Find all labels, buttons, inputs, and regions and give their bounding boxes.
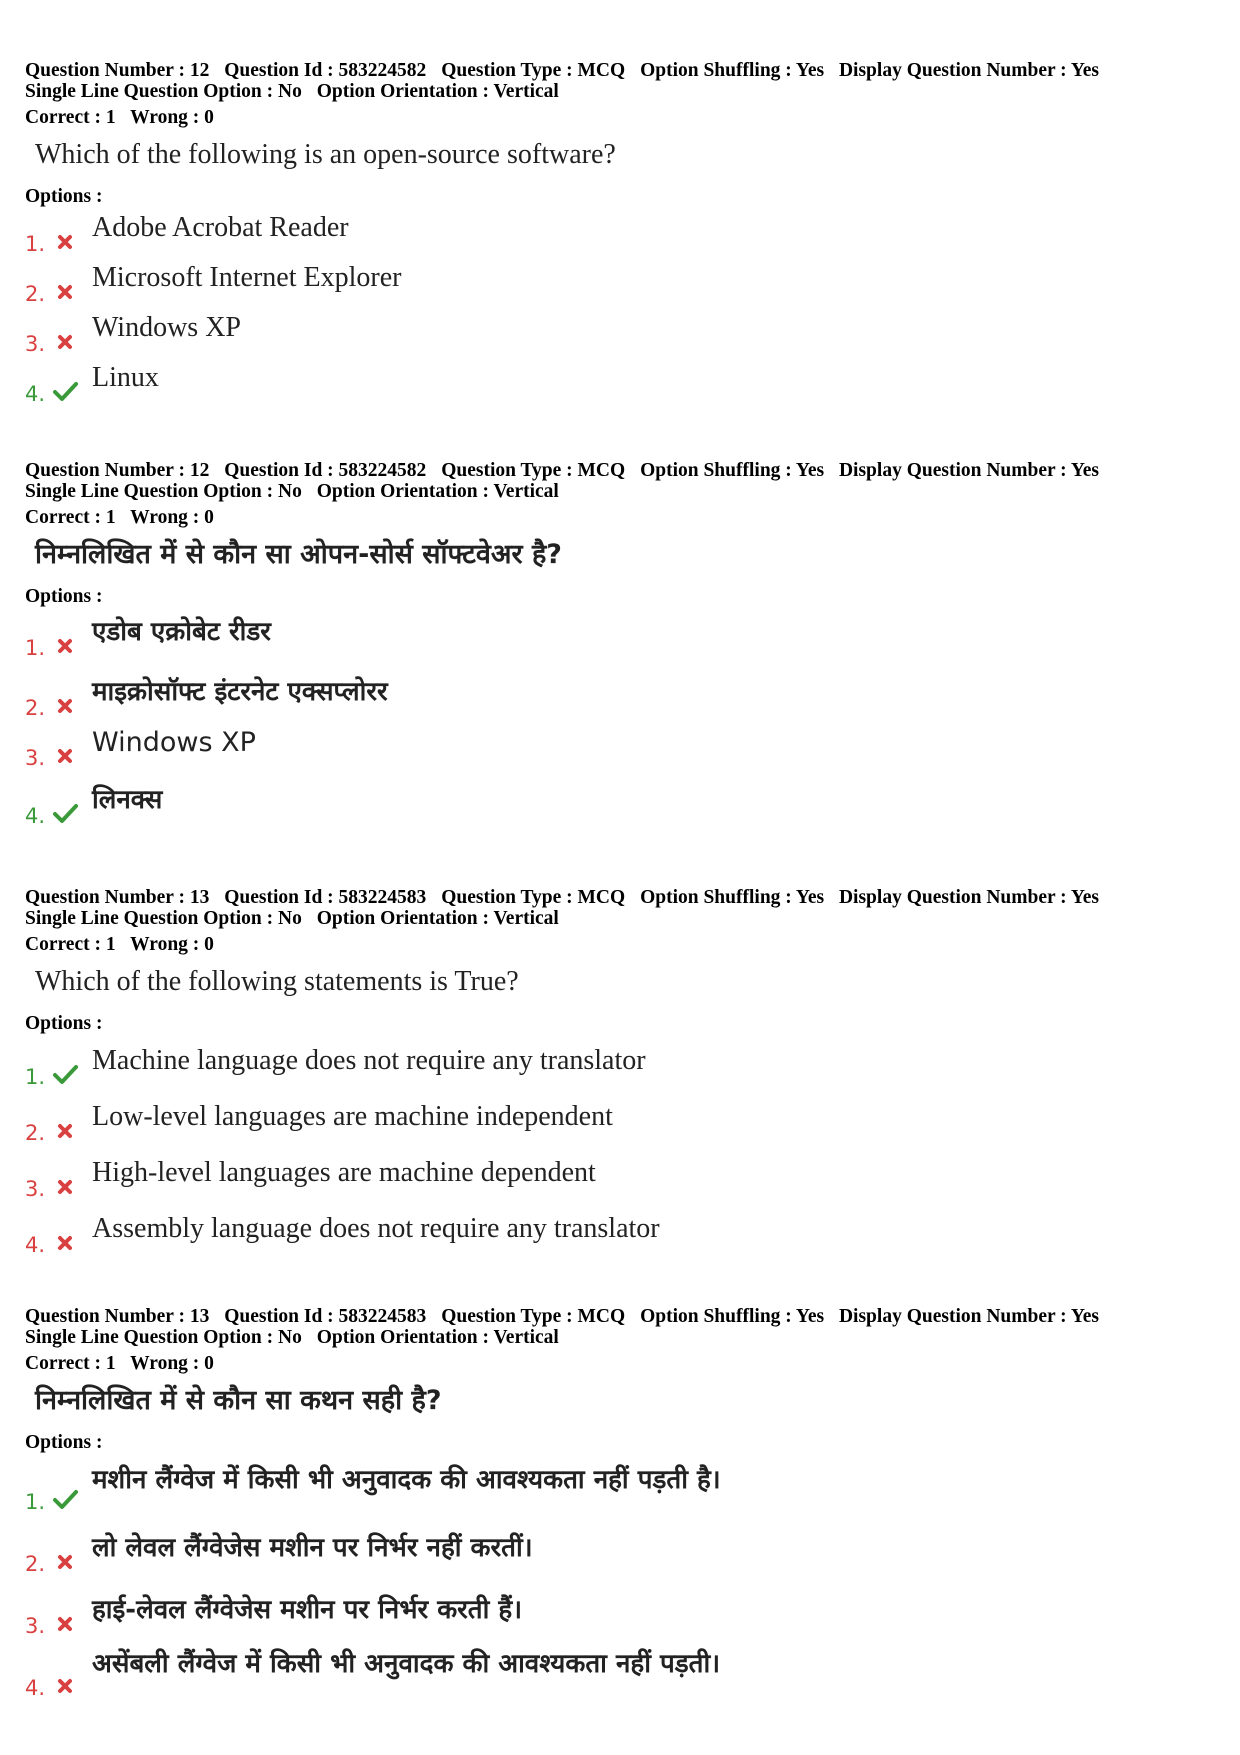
check-icon: [52, 1063, 78, 1085]
option-number: 4.: [25, 804, 46, 828]
option-item: [25, 308, 1215, 358]
marks-line: [25, 1352, 1215, 1376]
marks-line: [25, 106, 1215, 130]
wrong-marks: Wrong : 0: [130, 507, 214, 528]
cross-icon: [52, 330, 78, 352]
question-number: Question Number : 12: [25, 460, 210, 481]
option-item: [25, 662, 1215, 722]
question-type: Question Type : MCQ: [441, 887, 626, 908]
correct-marks: Correct : 1: [25, 934, 116, 955]
correct-marks: Correct : 1: [25, 507, 116, 528]
question-meta: [25, 887, 1215, 929]
question-text: निम्नलिखित में से कौन सा कथन सही है?: [35, 1385, 442, 1416]
option-shuffling: Option Shuffling : Yes: [640, 60, 825, 81]
display-question-number: Display Question Number : Yes: [838, 887, 1099, 908]
option-text: Microsoft Internet Explorer: [92, 262, 402, 293]
single-line-option: Single Line Question Option : No: [25, 1327, 302, 1348]
option-text: Linux: [92, 362, 159, 393]
option-shuffling: Option Shuffling : Yes: [640, 460, 825, 481]
option-text: लिनक्स: [92, 785, 163, 815]
wrong-marks: Wrong : 0: [130, 934, 214, 955]
question-id: Question Id : 583224582: [224, 60, 427, 81]
question-meta: [25, 60, 1215, 102]
option-number: 3.: [25, 1177, 46, 1201]
option-text: Windows XP: [92, 727, 256, 758]
option-text: Adobe Acrobat Reader: [92, 212, 349, 243]
question-type: Question Type : MCQ: [441, 60, 626, 81]
option-number: 1.: [25, 1490, 46, 1514]
option-item: [25, 722, 1215, 772]
question-id: Question Id : 583224583: [224, 1306, 427, 1327]
option-text: Windows XP: [92, 312, 241, 343]
option-item: [25, 1454, 1215, 1516]
option-number: 1.: [25, 232, 46, 256]
option-orientation: Option Orientation : Vertical: [316, 481, 559, 502]
option-text: असेंबली लैंग्वेज में किसी भी अनुवादक की आवश्यकता नहीं पड़ती।: [92, 1649, 721, 1679]
marks-line: [25, 506, 1215, 530]
option-item: [25, 608, 1215, 662]
option-number: 3.: [25, 1614, 46, 1638]
question-id: Question Id : 583224583: [224, 887, 427, 908]
options-label: Options :: [25, 1013, 103, 1034]
display-question-number: Display Question Number : Yes: [838, 1306, 1099, 1327]
option-shuffling: Option Shuffling : Yes: [640, 887, 825, 908]
cross-icon: [52, 230, 78, 252]
display-question-number: Display Question Number : Yes: [838, 60, 1099, 81]
options-label: Options :: [25, 186, 103, 207]
option-item: [25, 1578, 1215, 1640]
option-number: 4.: [25, 1233, 46, 1257]
cross-icon: [52, 1175, 78, 1197]
single-line-option: Single Line Question Option : No: [25, 908, 302, 929]
question-text: निम्नलिखित में से कौन सा ओपन-सोर्स सॉफ्टवेअर है?: [35, 539, 562, 570]
option-item: [25, 1091, 1215, 1147]
option-item: [25, 1035, 1215, 1091]
option-number: 4.: [25, 1676, 46, 1700]
question-block: [25, 60, 1215, 408]
option-text: एडोब एक्रोबेट रीडर: [92, 617, 271, 647]
option-shuffling: Option Shuffling : Yes: [640, 1306, 825, 1327]
option-number: 4.: [25, 382, 46, 406]
option-number: 2.: [25, 282, 46, 306]
question-text: Which of the following is an open-source software?: [35, 139, 616, 170]
single-line-option: Single Line Question Option : No: [25, 481, 302, 502]
question-number: Question Number : 12: [25, 60, 210, 81]
cross-icon: [52, 634, 78, 656]
display-question-number: Display Question Number : Yes: [838, 460, 1099, 481]
option-item: [25, 258, 1215, 308]
options-label: Options :: [25, 1432, 103, 1453]
option-text: मशीन लैंग्वेज में किसी भी अनुवादक की आवश्यकता नहीं पड़ती है।: [92, 1465, 721, 1495]
option-orientation: Option Orientation : Vertical: [316, 1327, 559, 1348]
option-number: 3.: [25, 332, 46, 356]
single-line-option: Single Line Question Option : No: [25, 81, 302, 102]
correct-marks: Correct : 1: [25, 107, 116, 128]
option-number: 2.: [25, 696, 46, 720]
option-number: 1.: [25, 636, 46, 660]
check-icon: [52, 1488, 78, 1510]
option-text: Assembly language does not require any translator: [92, 1213, 660, 1244]
check-icon: [52, 380, 78, 402]
option-item: [25, 1147, 1215, 1203]
question-block: [25, 1306, 1215, 1702]
cross-icon: [52, 744, 78, 766]
option-orientation: Option Orientation : Vertical: [316, 81, 559, 102]
option-number: 1.: [25, 1065, 46, 1089]
question-block: [25, 887, 1215, 1259]
question-number: Question Number : 13: [25, 887, 210, 908]
option-item: [25, 208, 1215, 258]
option-item: [25, 1203, 1215, 1259]
correct-marks: Correct : 1: [25, 1353, 116, 1374]
cross-icon: [52, 694, 78, 716]
option-text: Machine language does not require any translator: [92, 1045, 646, 1076]
cross-icon: [52, 1550, 78, 1572]
option-number: 2.: [25, 1121, 46, 1145]
cross-icon: [52, 1612, 78, 1634]
option-text: लो लेवल लैंग्वेजेस मशीन पर निर्भर नहीं करतीं।: [92, 1533, 533, 1563]
question-number: Question Number : 13: [25, 1306, 210, 1327]
option-text: माइक्रोसॉफ्ट इंटरनेट एक्सप्लोरर: [92, 677, 388, 707]
question-meta: [25, 1306, 1215, 1348]
option-item: [25, 1640, 1215, 1702]
question-type: Question Type : MCQ: [441, 460, 626, 481]
cross-icon: [52, 280, 78, 302]
option-number: 2.: [25, 1552, 46, 1576]
option-number: 3.: [25, 746, 46, 770]
question-id: Question Id : 583224582: [224, 460, 427, 481]
question-block: [25, 460, 1215, 830]
option-orientation: Option Orientation : Vertical: [316, 908, 559, 929]
cross-icon: [52, 1231, 78, 1253]
wrong-marks: Wrong : 0: [130, 107, 214, 128]
marks-line: [25, 933, 1215, 957]
options-label: Options :: [25, 586, 103, 607]
question-meta: [25, 460, 1215, 502]
cross-icon: [52, 1674, 78, 1696]
option-item: [25, 1516, 1215, 1578]
option-item: [25, 358, 1215, 408]
option-text: हाई-लेवल लैंग्वेजेस मशीन पर निर्भर करती हैं।: [92, 1595, 523, 1625]
cross-icon: [52, 1119, 78, 1141]
option-item: [25, 772, 1215, 830]
check-icon: [52, 802, 78, 824]
question-text: Which of the following statements is True?: [35, 966, 519, 997]
question-type: Question Type : MCQ: [441, 1306, 626, 1327]
option-text: Low-level languages are machine independent: [92, 1101, 613, 1132]
option-text: High-level languages are machine dependent: [92, 1157, 596, 1188]
wrong-marks: Wrong : 0: [130, 1353, 214, 1374]
